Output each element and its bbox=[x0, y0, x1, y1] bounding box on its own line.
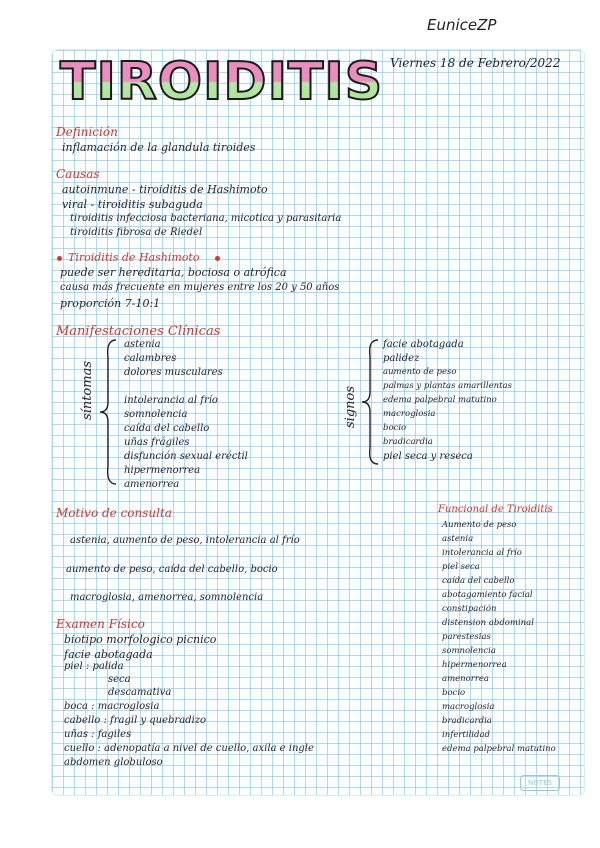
examen-item: piel : palida bbox=[64, 661, 124, 672]
causas-item: autoinmune - tiroiditis de Hashimoto bbox=[62, 183, 268, 196]
signos-label: signos bbox=[343, 385, 358, 428]
hashimoto-item: proporción 7-10:1 bbox=[60, 297, 161, 310]
examen-item: facie abotagada bbox=[64, 648, 153, 661]
motivo-item: astenia, aumento de peso, intolerancia al frío bbox=[70, 535, 300, 546]
sintoma-item: calambres bbox=[124, 353, 177, 364]
sintoma-item: astenia bbox=[124, 339, 161, 350]
sintoma-item: amenorrea bbox=[124, 479, 180, 490]
manifestaciones-heading: Manifestaciones Clínicas bbox=[56, 324, 221, 339]
funcional-item: macroglosia bbox=[442, 702, 495, 712]
causas-heading: Causas bbox=[56, 167, 100, 181]
signo-item: facie abotagada bbox=[383, 339, 464, 350]
signo-item: bocio bbox=[383, 423, 407, 433]
bullet-dot bbox=[215, 256, 220, 261]
funcional-item: amenorrea bbox=[442, 674, 489, 684]
hashimoto-heading: Tiroiditis de Hashimoto bbox=[68, 251, 200, 264]
motivo-item: aumento de peso, caída del cabello, bocio bbox=[66, 564, 278, 575]
funcional-item: caída del cabello bbox=[442, 576, 515, 586]
hashimoto-item: puede ser hereditaria, bociosa o atrófica bbox=[60, 266, 287, 279]
causas-item: tiroiditis infecciosa bacteriana, micotica y parasitaria bbox=[70, 213, 342, 224]
date: Viernes 18 de Febrero/2022 bbox=[390, 56, 561, 70]
signo-item: palidez bbox=[383, 353, 420, 364]
sintomas-label: síntomas bbox=[80, 360, 95, 420]
sintoma-item: dolores musculares bbox=[124, 367, 223, 378]
definicion-text: inflamación de la glandula tiroides bbox=[62, 141, 256, 154]
motivo-item: macroglosia, amenorrea, somnolencia bbox=[70, 592, 264, 603]
funcional-item: piel seca bbox=[442, 562, 480, 572]
signo-item: edema palpebral matutino bbox=[383, 395, 497, 405]
funcional-item: bradicardia bbox=[442, 716, 492, 726]
funcional-item: intolerancia al frío bbox=[442, 548, 522, 558]
sintomas-brace bbox=[98, 338, 120, 486]
examen-item: boca : macroglosia bbox=[64, 701, 160, 712]
sintoma-item: uñas frágiles bbox=[124, 437, 190, 448]
bullet-dot bbox=[57, 256, 62, 261]
examen-item: descamativa bbox=[108, 687, 172, 698]
sintoma-item: caída del cabello bbox=[124, 423, 210, 434]
funcional-item: astenia bbox=[442, 534, 474, 544]
funcional-item: abotagamiento facial bbox=[442, 590, 533, 600]
sintoma-item: hipermenorrea bbox=[124, 465, 201, 476]
funcional-item: edema palpebral matutino bbox=[442, 744, 556, 754]
funcional-item: somnolencia bbox=[442, 646, 496, 656]
examen-item: cuello : adenopatía a nivel de cuello, axila e ingle bbox=[64, 743, 314, 754]
page-title: TIROIDITIS bbox=[60, 52, 384, 112]
signos-brace bbox=[360, 338, 382, 466]
sintoma-item: somnolencia bbox=[124, 409, 188, 420]
funcional-item: distension abdominal bbox=[442, 618, 534, 628]
examen-heading: Examen Físico bbox=[56, 617, 145, 631]
sintoma-item: intolerancia al frío bbox=[124, 395, 218, 406]
signature: EuniceZP bbox=[427, 16, 497, 34]
sintoma-item: disfunción sexual eréctil bbox=[124, 451, 248, 462]
notebook-stamp: NOTES bbox=[520, 775, 560, 791]
causas-item: tiroiditis fibrosa de Riedel bbox=[70, 227, 203, 238]
signo-item: aumento de peso bbox=[383, 367, 457, 377]
definicion-heading: Definición bbox=[56, 125, 118, 139]
motivo-heading: Motivo de consulta bbox=[56, 506, 172, 520]
signo-item: palmas y plantas amarillentas bbox=[383, 381, 512, 391]
examen-item: abdomen globuloso bbox=[64, 757, 163, 768]
funcional-item: hipermenorrea bbox=[442, 660, 507, 670]
funcional-item: Aumento de peso bbox=[442, 520, 517, 530]
hashimoto-item: causa más frecuente en mujeres entre los 20 y 50 años bbox=[60, 282, 340, 293]
examen-item: biotipo morfologico picnico bbox=[64, 633, 217, 646]
signo-item: bradicardia bbox=[383, 437, 433, 447]
funcional-item: bocio bbox=[442, 688, 466, 698]
signo-item: macroglosia bbox=[383, 409, 436, 419]
examen-item: cabello : fragil y quebradizo bbox=[64, 715, 207, 726]
funcional-item: parestesias bbox=[442, 632, 491, 642]
funcional-heading: Funcional de Tiroiditis bbox=[438, 504, 553, 515]
funcional-item: infertilidad bbox=[442, 730, 490, 740]
examen-item: seca bbox=[108, 674, 131, 685]
examen-item: uñas : fagiles bbox=[64, 729, 132, 740]
funcional-item: constipación bbox=[442, 604, 497, 614]
causas-item: viral - tiroiditis subaguda bbox=[62, 198, 203, 211]
signo-item: piel seca y reseca bbox=[383, 451, 473, 462]
